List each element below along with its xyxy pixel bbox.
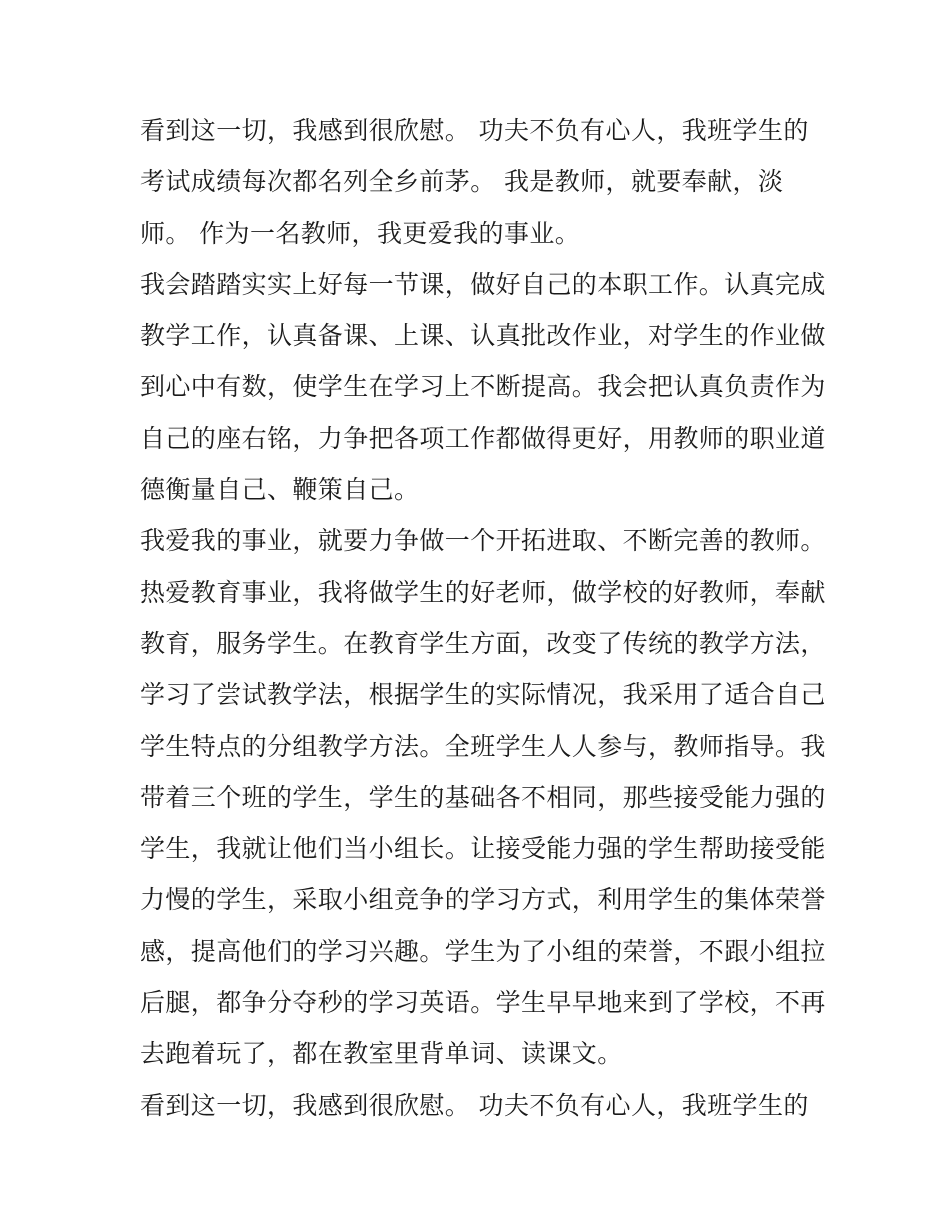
text-line: 力慢的学生，采取小组竞争的学习方式，利用学生的集体荣誉 [140, 885, 826, 915]
text-line: 看到这一切，我感到很欣慰。 功夫不负有心人，我班学生的 [140, 1090, 809, 1120]
text-line: 自己的座右铭，力争把各项工作都做得更好，用教师的职业道 [140, 423, 826, 453]
text-line: 去跑着玩了，都在教室里背单词、读课文。 [140, 1039, 623, 1069]
text-line: 看到这一切，我感到很欣慰。 功夫不负有心人，我班学生的 [140, 116, 809, 145]
text-line: 带着三个班的学生，学生的基础各不相同，那些接受能力强的 [140, 782, 826, 812]
text-line: 教学工作，认真备课、上课、认真批改作业，对学生的作业做 [140, 321, 826, 351]
text-line: 热爱教育事业，我将做学生的好老师，做学校的好教师，奉献 [140, 577, 826, 607]
text-line: 学生，我就让他们当小组长。让接受能力强的学生帮助接受能 [140, 834, 826, 864]
document-body [140, 105, 830, 1131]
text-line: 考试成绩每次都名列全乡前茅。 我是教师，就要奉献，淡 [140, 167, 784, 197]
text-line: 到心中有数，使学生在学习上不断提高。我会把认真负责作为 [140, 372, 826, 402]
text-line: 感，提高他们的学习兴趣。学生为了小组的荣誉，不跟小组拉 [140, 936, 826, 966]
text-line: 德衡量自己、鞭策自己。 [140, 475, 420, 505]
text-line: 我会踏踏实实上好每一节课，做好自己的本职工作。认真完成 [140, 269, 826, 299]
text-line: 后腿，都争分夺秒的学习英语。学生早早地来到了学校，不再 [140, 988, 826, 1018]
text-line: 学习了尝试教学法，根据学生的实际情况，我采用了适合自己 [140, 680, 826, 710]
text-line: 我爱我的事业，就要力争做一个开拓进取、不断完善的教师。 [140, 526, 826, 556]
text-line: 教育，服务学生。在教育学生方面，改变了传统的教学方法， [140, 628, 826, 658]
text-line: 学生特点的分组教学方法。全班学生人人参与，教师指导。我 [140, 731, 826, 761]
text-line: 师。 作为一名教师，我更爱我的事业。 [140, 218, 581, 248]
